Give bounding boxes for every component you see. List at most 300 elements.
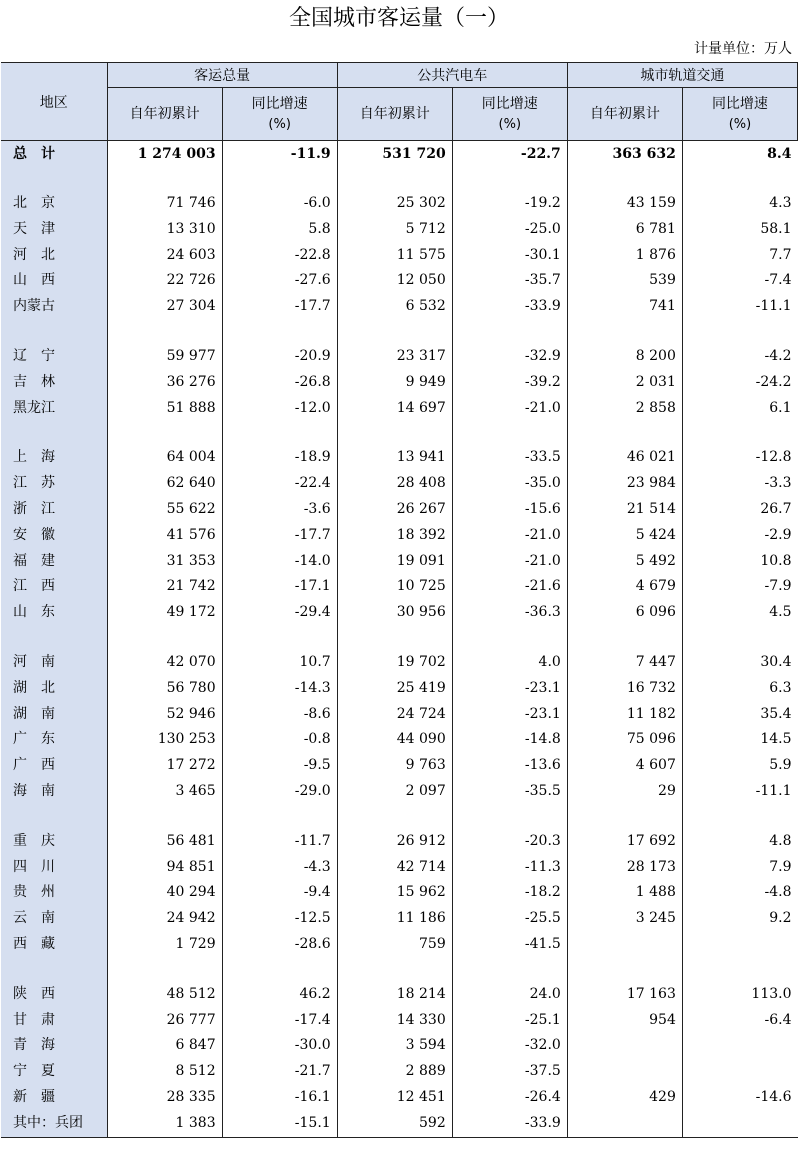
total-cumulative-cell: 130 253 <box>107 727 222 753</box>
empty-cell <box>222 421 337 445</box>
region-cell: 四 川 <box>1 855 107 881</box>
table-row <box>1 880 798 906</box>
rail-yoy-cell: 14.5 <box>682 727 797 753</box>
rail-cumulative-cell: 5 492 <box>567 549 682 575</box>
rail-yoy-cell: 5.9 <box>682 753 797 779</box>
empty-cell <box>337 805 452 829</box>
spacer-row <box>1 320 798 344</box>
region-cell: 青 海 <box>1 1033 107 1059</box>
rail-cumulative-cell: 17 692 <box>567 829 682 855</box>
table-row <box>1 1008 798 1034</box>
table-row <box>1 1059 798 1085</box>
rail-yoy-cell: -6.4 <box>682 1008 797 1034</box>
bus-cumulative-cell: 5 712 <box>337 217 452 243</box>
region-cell: 山 东 <box>1 600 107 626</box>
bus-cumulative-cell: 11 575 <box>337 243 452 269</box>
rail-cumulative-cell: 2 858 <box>567 396 682 422</box>
bus-cumulative-cell: 26 912 <box>337 829 452 855</box>
region-cell: 新 疆 <box>1 1085 107 1111</box>
rail-cumulative-cell: 4 679 <box>567 574 682 600</box>
region-cell: 江 苏 <box>1 471 107 497</box>
bus-yoy-cell: 24.0 <box>452 982 567 1008</box>
table-header <box>1 63 798 141</box>
region-cell: 江 西 <box>1 574 107 600</box>
total-cumulative-header: 自年初累计 <box>107 88 222 141</box>
rail-yoy-cell <box>682 1111 797 1137</box>
rail-yoy-cell <box>682 1059 797 1085</box>
region-cell: 广 西 <box>1 753 107 779</box>
bus-cumulative-cell: 26 267 <box>337 497 452 523</box>
rail-yoy-cell: 6.1 <box>682 396 797 422</box>
empty-cell <box>567 320 682 344</box>
total-cumulative-cell: 42 070 <box>107 650 222 676</box>
empty-cell <box>452 320 567 344</box>
total-cumulative-cell: 1 274 003 <box>107 141 222 168</box>
total-yoy-cell: -21.7 <box>222 1059 337 1085</box>
spacer-row <box>1 958 798 982</box>
rail-cumulative-cell: 75 096 <box>567 727 682 753</box>
region-cell: 湖 北 <box>1 676 107 702</box>
bus-yoy-cell: -36.3 <box>452 600 567 626</box>
bus-cumulative-cell: 592 <box>337 1111 452 1137</box>
bus-yoy-cell: -26.4 <box>452 1085 567 1111</box>
region-cell: 浙 江 <box>1 497 107 523</box>
bus-cumulative-cell: 9 949 <box>337 370 452 396</box>
rail-cumulative-cell: 7 447 <box>567 650 682 676</box>
total-cumulative-cell: 41 576 <box>107 523 222 549</box>
bus-yoy-cell: -33.9 <box>452 294 567 320</box>
total-cumulative-cell: 1 729 <box>107 932 222 958</box>
region-cell: 云 南 <box>1 906 107 932</box>
total-yoy-cell: -0.8 <box>222 727 337 753</box>
bus-yoy-cell: -21.0 <box>452 396 567 422</box>
rail-yoy-cell: -7.4 <box>682 268 797 294</box>
total-cumulative-cell: 51 888 <box>107 396 222 422</box>
bus-yoy-cell: -19.2 <box>452 191 567 217</box>
table-row <box>1 676 798 702</box>
total-cumulative-cell: 28 335 <box>107 1085 222 1111</box>
table-row <box>1 396 798 422</box>
empty-cell <box>337 167 452 191</box>
bus-cumulative-cell: 25 302 <box>337 191 452 217</box>
empty-cell <box>107 167 222 191</box>
table-row <box>1 1033 798 1059</box>
rail-cumulative-cell: 4 607 <box>567 753 682 779</box>
total-yoy-cell: -6.0 <box>222 191 337 217</box>
rail-cumulative-cell <box>567 932 682 958</box>
total-yoy-cell: -14.3 <box>222 676 337 702</box>
total-cumulative-cell: 64 004 <box>107 445 222 471</box>
total-cumulative-cell: 36 276 <box>107 370 222 396</box>
empty-cell <box>682 320 797 344</box>
total-yoy-cell: -29.4 <box>222 600 337 626</box>
empty-cell <box>107 421 222 445</box>
total-yoy-cell: -8.6 <box>222 702 337 728</box>
total-cumulative-cell: 49 172 <box>107 600 222 626</box>
region-header: 地区 <box>1 63 107 141</box>
total-cumulative-cell: 48 512 <box>107 982 222 1008</box>
table-row <box>1 906 798 932</box>
empty-cell <box>567 805 682 829</box>
total-yoy-cell: -9.5 <box>222 753 337 779</box>
total-cumulative-cell: 52 946 <box>107 702 222 728</box>
bus-yoy-cell: 4.0 <box>452 650 567 676</box>
bus-cumulative-cell: 3 594 <box>337 1033 452 1059</box>
total-yoy-cell: -22.4 <box>222 471 337 497</box>
region-cell: 贵 州 <box>1 880 107 906</box>
rail-cumulative-cell: 363 632 <box>567 141 682 168</box>
empty-cell <box>452 167 567 191</box>
table-row <box>1 779 798 805</box>
rail-yoy-cell: 10.8 <box>682 549 797 575</box>
region-cell: 内蒙古 <box>1 294 107 320</box>
bus-cumulative-cell: 30 956 <box>337 600 452 626</box>
empty-cell <box>222 958 337 982</box>
total-cumulative-cell: 24 603 <box>107 243 222 269</box>
region-cell: 其中：兵团 <box>1 1111 107 1137</box>
total-yoy-cell: -17.7 <box>222 523 337 549</box>
region-cell: 河 南 <box>1 650 107 676</box>
region-cell: 陕 西 <box>1 982 107 1008</box>
region-cell: 西 藏 <box>1 932 107 958</box>
unit-label: 计量单位：万人 <box>694 41 792 57</box>
bus-yoy-cell: -21.0 <box>452 549 567 575</box>
total-cumulative-cell: 71 746 <box>107 191 222 217</box>
total-cumulative-cell: 13 310 <box>107 217 222 243</box>
rail-cumulative-header: 自年初累计 <box>567 88 682 141</box>
total-yoy-cell: -12.0 <box>222 396 337 422</box>
rail-cumulative-cell: 46 021 <box>567 445 682 471</box>
bus-yoy-cell: -14.8 <box>452 727 567 753</box>
passenger-volume-table <box>1 62 798 1138</box>
empty-cell <box>452 421 567 445</box>
empty-cell <box>1 421 107 445</box>
total-cumulative-cell: 56 780 <box>107 676 222 702</box>
empty-cell <box>452 958 567 982</box>
empty-cell <box>222 320 337 344</box>
total-yoy-cell: -20.9 <box>222 344 337 370</box>
rail-cumulative-cell: 29 <box>567 779 682 805</box>
table-row <box>1 1085 798 1111</box>
table-row <box>1 549 798 575</box>
rail-yoy-cell: 26.7 <box>682 497 797 523</box>
total-cumulative-cell: 27 304 <box>107 294 222 320</box>
rail-yoy-cell: -14.6 <box>682 1085 797 1111</box>
empty-cell <box>222 805 337 829</box>
table-row <box>1 650 798 676</box>
total-yoy-cell: -9.4 <box>222 880 337 906</box>
total-yoy-cell: -17.7 <box>222 294 337 320</box>
bus-cumulative-cell: 18 214 <box>337 982 452 1008</box>
bus-cumulative-cell: 759 <box>337 932 452 958</box>
rail-transit-header: 城市轨道交通 <box>567 63 797 88</box>
rail-cumulative-cell: 21 514 <box>567 497 682 523</box>
bus-cumulative-cell: 12 451 <box>337 1085 452 1111</box>
rail-yoy-cell: 4.8 <box>682 829 797 855</box>
rail-yoy-cell: -11.1 <box>682 294 797 320</box>
rail-yoy-cell: 113.0 <box>682 982 797 1008</box>
region-cell: 总 计 <box>1 141 107 168</box>
bus-cumulative-cell: 6 532 <box>337 294 452 320</box>
total-cumulative-cell: 22 726 <box>107 268 222 294</box>
rail-yoy-cell: -7.9 <box>682 574 797 600</box>
rail-cumulative-cell <box>567 1033 682 1059</box>
rail-yoy-cell: 58.1 <box>682 217 797 243</box>
bus-yoy-cell: -25.1 <box>452 1008 567 1034</box>
empty-cell <box>452 805 567 829</box>
rail-cumulative-cell: 6 781 <box>567 217 682 243</box>
rail-cumulative-cell: 43 159 <box>567 191 682 217</box>
bus-cumulative-cell: 19 702 <box>337 650 452 676</box>
total-cumulative-cell: 6 847 <box>107 1033 222 1059</box>
bus-yoy-cell: -23.1 <box>452 676 567 702</box>
total-yoy-cell: -15.1 <box>222 1111 337 1137</box>
bus-cumulative-cell: 13 941 <box>337 445 452 471</box>
bus-cumulative-cell: 11 186 <box>337 906 452 932</box>
region-cell: 黑龙江 <box>1 396 107 422</box>
table-row <box>1 855 798 881</box>
table-row <box>1 268 798 294</box>
bus-cumulative-cell: 531 720 <box>337 141 452 168</box>
bus-cumulative-cell: 14 697 <box>337 396 452 422</box>
spacer-row <box>1 421 798 445</box>
bus-cumulative-cell: 2 097 <box>337 779 452 805</box>
total-cumulative-cell: 3 465 <box>107 779 222 805</box>
empty-cell <box>107 320 222 344</box>
empty-cell <box>1 626 107 650</box>
bus-yoy-cell: -33.9 <box>452 1111 567 1137</box>
rail-yoy-cell: -24.2 <box>682 370 797 396</box>
rail-cumulative-cell: 741 <box>567 294 682 320</box>
total-yoy-cell: -11.9 <box>222 141 337 168</box>
bus-yoy-cell: -33.5 <box>452 445 567 471</box>
empty-cell <box>337 626 452 650</box>
bus-cumulative-cell: 24 724 <box>337 702 452 728</box>
rail-cumulative-cell: 17 163 <box>567 982 682 1008</box>
rail-cumulative-cell: 429 <box>567 1085 682 1111</box>
bus-cumulative-cell: 19 091 <box>337 549 452 575</box>
region-cell: 辽 宁 <box>1 344 107 370</box>
table-body <box>1 141 798 1138</box>
bus-cumulative-cell: 9 763 <box>337 753 452 779</box>
bus-yoy-cell: -18.2 <box>452 880 567 906</box>
bus-yoy-cell: -35.7 <box>452 268 567 294</box>
total-cumulative-cell: 21 742 <box>107 574 222 600</box>
empty-cell <box>1 320 107 344</box>
empty-cell <box>1 167 107 191</box>
empty-cell <box>337 958 452 982</box>
rail-yoy-cell <box>682 932 797 958</box>
bus-cumulative-cell: 28 408 <box>337 471 452 497</box>
rail-cumulative-cell <box>567 1059 682 1085</box>
rail-yoy-cell: 4.5 <box>682 600 797 626</box>
rail-yoy-cell: 30.4 <box>682 650 797 676</box>
empty-cell <box>1 805 107 829</box>
rail-cumulative-cell: 5 424 <box>567 523 682 549</box>
empty-cell <box>1 958 107 982</box>
total-yoy-cell: -4.3 <box>222 855 337 881</box>
rail-cumulative-cell: 6 096 <box>567 600 682 626</box>
empty-cell <box>682 167 797 191</box>
total-cumulative-cell: 26 777 <box>107 1008 222 1034</box>
table-row <box>1 497 798 523</box>
bus-cumulative-cell: 15 962 <box>337 880 452 906</box>
empty-cell <box>222 167 337 191</box>
total-cumulative-cell: 8 512 <box>107 1059 222 1085</box>
empty-cell <box>222 626 337 650</box>
region-cell: 天 津 <box>1 217 107 243</box>
bus-cumulative-cell: 18 392 <box>337 523 452 549</box>
table-row <box>1 344 798 370</box>
region-cell: 上 海 <box>1 445 107 471</box>
total-yoy-cell: -28.6 <box>222 932 337 958</box>
rail-yoy-cell: 9.2 <box>682 906 797 932</box>
region-cell: 河 北 <box>1 243 107 269</box>
rail-yoy-cell: -12.8 <box>682 445 797 471</box>
empty-cell <box>337 320 452 344</box>
empty-cell <box>567 958 682 982</box>
bus-yoy-cell: -32.0 <box>452 1033 567 1059</box>
bus-yoy-cell: -23.1 <box>452 702 567 728</box>
bus-cumulative-cell: 10 725 <box>337 574 452 600</box>
total-row <box>1 141 798 168</box>
total-cumulative-cell: 40 294 <box>107 880 222 906</box>
rail-yoy-cell: 4.3 <box>682 191 797 217</box>
total-cumulative-cell: 17 272 <box>107 753 222 779</box>
rail-yoy-cell: -4.8 <box>682 880 797 906</box>
bus-yoy-cell: -20.3 <box>452 829 567 855</box>
spacer-row <box>1 167 798 191</box>
table-row <box>1 217 798 243</box>
table-row <box>1 727 798 753</box>
total-yoy-cell: -11.7 <box>222 829 337 855</box>
bus-yoy-header: 同比增速 (%) <box>452 88 567 141</box>
total-yoy-cell: -17.4 <box>222 1008 337 1034</box>
region-cell: 福 建 <box>1 549 107 575</box>
table-row <box>1 191 798 217</box>
table-row <box>1 523 798 549</box>
rail-yoy-cell: 8.4 <box>682 141 797 168</box>
region-cell: 吉 林 <box>1 370 107 396</box>
total-yoy-cell: -16.1 <box>222 1085 337 1111</box>
table-row <box>1 829 798 855</box>
empty-cell <box>567 421 682 445</box>
total-cumulative-cell: 24 942 <box>107 906 222 932</box>
region-cell: 安 徽 <box>1 523 107 549</box>
total-cumulative-cell: 1 383 <box>107 1111 222 1137</box>
rail-yoy-cell: 7.9 <box>682 855 797 881</box>
total-yoy-cell: -17.1 <box>222 574 337 600</box>
bus-cumulative-cell: 2 889 <box>337 1059 452 1085</box>
empty-cell <box>567 167 682 191</box>
rail-yoy-cell: 6.3 <box>682 676 797 702</box>
total-yoy-cell: 10.7 <box>222 650 337 676</box>
bus-yoy-cell: -25.0 <box>452 217 567 243</box>
spacer-row <box>1 805 798 829</box>
total-yoy-cell: -12.5 <box>222 906 337 932</box>
bus-yoy-cell: -39.2 <box>452 370 567 396</box>
bus-yoy-cell: -15.6 <box>452 497 567 523</box>
bus-header: 公共汽电车 <box>337 63 567 88</box>
table-row <box>1 445 798 471</box>
rail-cumulative-cell: 539 <box>567 268 682 294</box>
rail-yoy-cell <box>682 1033 797 1059</box>
region-cell: 宁 夏 <box>1 1059 107 1085</box>
bus-cumulative-cell: 25 419 <box>337 676 452 702</box>
bus-cumulative-cell: 12 050 <box>337 268 452 294</box>
rail-cumulative-cell: 1 488 <box>567 880 682 906</box>
total-yoy-cell: -14.0 <box>222 549 337 575</box>
rail-cumulative-cell: 1 876 <box>567 243 682 269</box>
empty-cell <box>452 626 567 650</box>
bus-yoy-cell: -30.1 <box>452 243 567 269</box>
empty-cell <box>107 805 222 829</box>
region-cell: 海 南 <box>1 779 107 805</box>
total-yoy-header: 同比增速 (%) <box>222 88 337 141</box>
total-yoy-cell: -22.8 <box>222 243 337 269</box>
total-cumulative-cell: 94 851 <box>107 855 222 881</box>
rail-cumulative-cell <box>567 1111 682 1137</box>
region-cell: 广 东 <box>1 727 107 753</box>
bus-yoy-cell: -35.0 <box>452 471 567 497</box>
empty-cell <box>107 958 222 982</box>
total-yoy-cell: 5.8 <box>222 217 337 243</box>
bus-yoy-cell: -13.6 <box>452 753 567 779</box>
table-row <box>1 243 798 269</box>
rail-cumulative-cell: 11 182 <box>567 702 682 728</box>
bus-yoy-cell: -21.0 <box>452 523 567 549</box>
rail-cumulative-cell: 8 200 <box>567 344 682 370</box>
bus-yoy-cell: -35.5 <box>452 779 567 805</box>
bus-yoy-cell: -22.7 <box>452 141 567 168</box>
empty-cell <box>107 626 222 650</box>
empty-cell <box>682 626 797 650</box>
table-row <box>1 753 798 779</box>
table-row <box>1 370 798 396</box>
rail-cumulative-cell: 3 245 <box>567 906 682 932</box>
table-row <box>1 932 798 958</box>
rail-cumulative-cell: 28 173 <box>567 855 682 881</box>
bus-yoy-cell: -21.6 <box>452 574 567 600</box>
bus-cumulative-cell: 23 317 <box>337 344 452 370</box>
region-cell: 重 庆 <box>1 829 107 855</box>
total-yoy-cell: -3.6 <box>222 497 337 523</box>
table-row <box>1 574 798 600</box>
total-yoy-cell: -29.0 <box>222 779 337 805</box>
table-row <box>1 702 798 728</box>
page-title: 全国城市客运量（一） <box>288 6 509 31</box>
table-row <box>1 1111 798 1137</box>
total-yoy-cell: 46.2 <box>222 982 337 1008</box>
region-cell: 北 京 <box>1 191 107 217</box>
total-cumulative-cell: 59 977 <box>107 344 222 370</box>
total-yoy-cell: -30.0 <box>222 1033 337 1059</box>
bus-cumulative-cell: 14 330 <box>337 1008 452 1034</box>
total-yoy-cell: -26.8 <box>222 370 337 396</box>
region-cell: 甘 肃 <box>1 1008 107 1034</box>
rail-cumulative-cell: 954 <box>567 1008 682 1034</box>
spacer-row <box>1 626 798 650</box>
empty-cell <box>682 421 797 445</box>
total-yoy-cell: -27.6 <box>222 268 337 294</box>
empty-cell <box>337 421 452 445</box>
rail-yoy-cell: -2.9 <box>682 523 797 549</box>
region-cell: 湖 南 <box>1 702 107 728</box>
empty-cell <box>682 958 797 982</box>
empty-cell <box>567 626 682 650</box>
total-cumulative-cell: 56 481 <box>107 829 222 855</box>
rail-yoy-cell: -11.1 <box>682 779 797 805</box>
